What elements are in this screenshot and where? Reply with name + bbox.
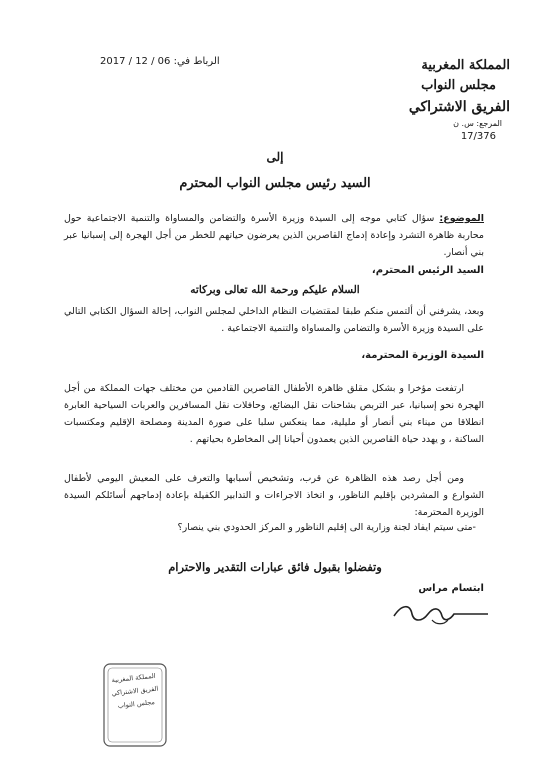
stamp-line-1: المملكة المغربية bbox=[111, 671, 156, 685]
body-paragraph-1: ارتفعت مؤخرا و بشكل مقلق ظاهرة الأطفال القاصرين القادمين من مختلف جهات المملكة من أجل الهجرة نحو إسبانيا، عبر التربص بشاحنات نقل البضائع، وحافلات نقل المسافرين والعربات السياحية العابرة انطلاقا من ميناء بني أنصار أو مليلية، مما ينعكس سلبا على صورة المدينة ومصلحة الإقليم ومكتسبات الساكنة ، و يهدد حياة القاصرين الذين يعمدون أحيانا إلى المخاطرة بحياتهم . bbox=[64, 383, 484, 445]
subject-label: الموضوع: bbox=[439, 213, 484, 224]
closing-formula: وتفضلوا بقبول فائق عبارات التقدير والاحترام bbox=[168, 560, 382, 574]
subject-block bbox=[64, 210, 484, 261]
recipient-prefix: إلى bbox=[266, 150, 284, 164]
reference-number: 17/376 bbox=[460, 131, 496, 142]
body-paragraph-2: ومن أجل رصد هذه الظاهرة عن قرب، وتشخيص أسبابها والتعرف على المعيش اليومي لأطفال الشوارع و المشردين بإقليم الناظور، و اتخاذ الاجراءات و التدابير الكفيلة بإعادة إدماجهم أسائلكم السيدة الوزيرة المحترمة: bbox=[64, 473, 484, 518]
stamp-text bbox=[98, 668, 172, 714]
org-chamber: مجلس النواب bbox=[421, 78, 496, 93]
org-group: الفريق الاشتراكي bbox=[408, 99, 510, 115]
stamp-line-3: مجلس النواب bbox=[117, 698, 156, 710]
org-country: المملكة المغربية bbox=[421, 58, 510, 73]
question-text: -متى سيتم ايفاد لجنة وزارية الى إقليم الناظور و المركز الحدودي بني ينصار؟ bbox=[177, 522, 476, 533]
recipient-name: السيد رئيس مجلس النواب المحترم bbox=[179, 176, 371, 191]
letterhead bbox=[360, 56, 510, 144]
greeting-salam: السلام عليكم ورحمة الله تعالى وبركاته bbox=[190, 284, 360, 296]
stamp-line-2: الفريق الاشتراكي bbox=[111, 684, 159, 698]
salutation-minister: السيدة الوزيرة المحترمة، bbox=[361, 350, 484, 361]
intro-paragraph: وبعد، يشرفني أن ألتمس منكم طبقا لمقتضيات النظام الداخلي لمجلس النواب، إحالة السؤال الكتابي التالي على السيدة وزيرة الأسرة والتضامن والمساواة والتنمية الاجتماعية . bbox=[64, 306, 484, 334]
subject-text: سؤال كتابي موجه إلى السيدة وزيرة الأسرة والتضامن والمساواة والتنمية الاجتماعية حول محاربة ظاهرة التشرد وإعادة إدماج القاصرين الذين يعرضون حياتهم للخطر من أجل الهجرة إلى إسبانيا عبر بني أنصار. bbox=[64, 213, 484, 258]
signer-name: ابتسام مراس bbox=[418, 583, 484, 594]
letter-date: الرباط في: 06 / 12 / 2017 bbox=[100, 56, 220, 67]
reference-label: المرجع: س. ن bbox=[453, 119, 502, 128]
salutation-president: السيد الرئيس المحترم، bbox=[371, 265, 484, 276]
handwritten-signature bbox=[388, 598, 498, 628]
